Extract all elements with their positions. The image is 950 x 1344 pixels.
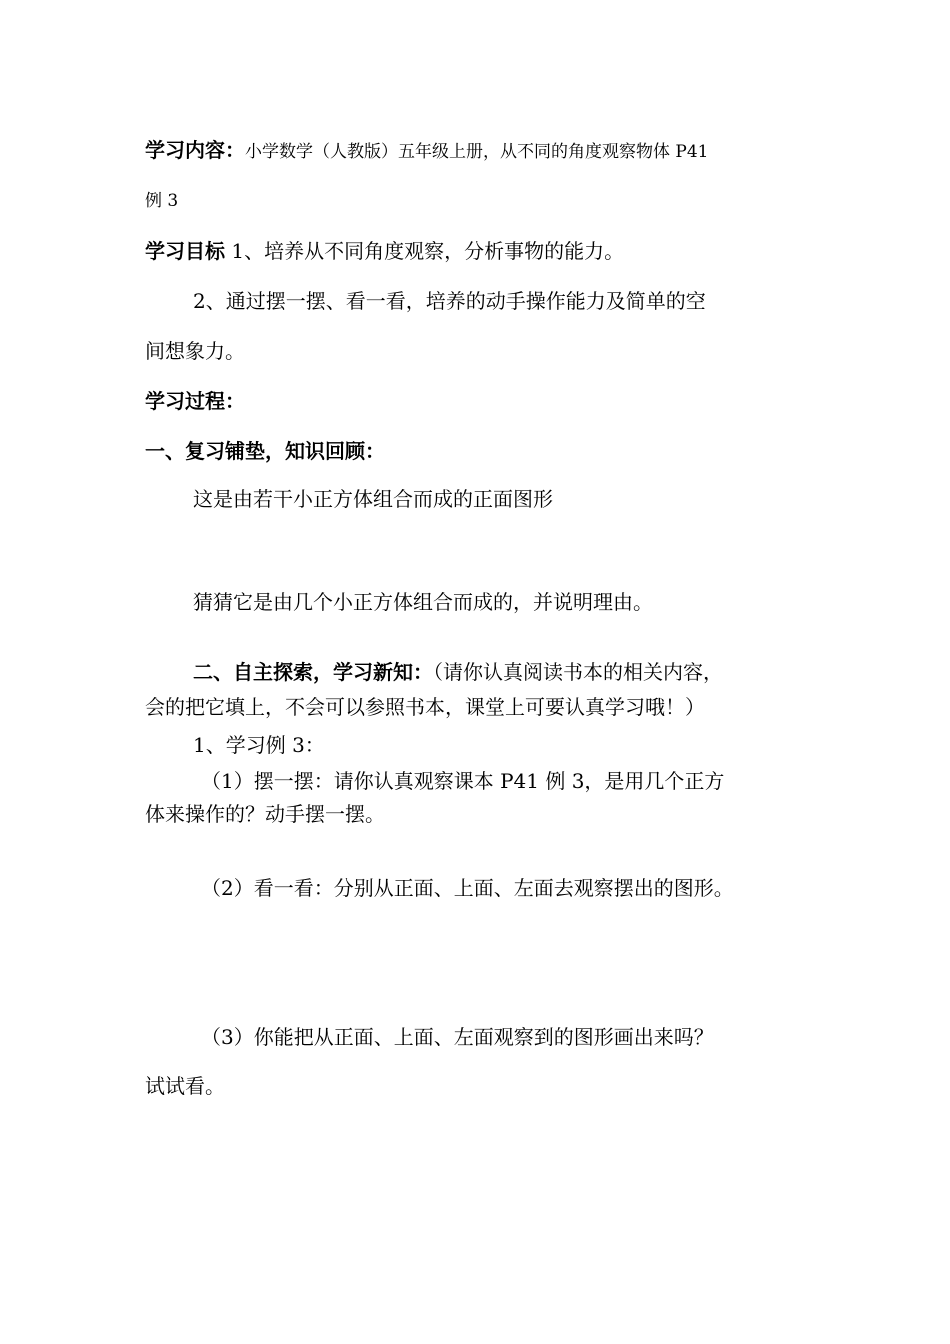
- section-2-example: 1、学习例 3：: [193, 733, 325, 757]
- section-1-heading: 一、复习铺垫，知识回顾：: [145, 439, 385, 463]
- section-1-line-2: 猜猜它是由几个小正方体组合而成的，并说明理由。: [193, 590, 653, 614]
- goals-item-2-line-1: 2、通过摆一摆、看一看，培养的动手操作能力及简单的空: [193, 289, 706, 313]
- section-1-line-1: 这是由若干小正方体组合而成的正面图形: [193, 487, 553, 511]
- section-2-step-1-line-2: 体来操作的？动手摆一摆。: [145, 802, 385, 826]
- section-2-heading: 二、自主探索，学习新知：: [193, 660, 433, 684]
- content-line-2: 例 3: [145, 191, 179, 211]
- goals-item-2-line-2: 间想象力。: [145, 339, 245, 363]
- goals-label: 学习目标: [145, 239, 225, 263]
- section-2-step-1-line-1: （1）摆一摆：请你认真观察课本 P41 例 3，是用几个正方: [201, 769, 725, 793]
- goals-line-1: [145, 237, 624, 265]
- section-2-step-3-line-2: 试试看。: [145, 1074, 225, 1098]
- section-2-heading-line: [193, 658, 723, 686]
- content-text-1: 小学数学（人教版）五年级上册，从不同的角度观察物体 P41: [245, 142, 709, 162]
- section-2-intro-1: （请你认真阅读书本的相关内容，: [433, 660, 723, 684]
- section-2-intro-2: 会的把它填上，不会可以参照书本，课堂上可要认真学习哦！）: [145, 695, 705, 719]
- content-line-1: [145, 136, 708, 166]
- process-label: 学习过程：: [145, 389, 245, 413]
- content-label: 学习内容：: [145, 138, 245, 162]
- goals-item-1: 1、培养从不同角度观察，分析事物的能力。: [225, 239, 625, 263]
- section-2-step-2: （2）看一看：分别从正面、上面、左面去观察摆出的图形。: [201, 876, 734, 900]
- section-2-step-3-line-1: （3）你能把从正面、上面、左面观察到的图形画出来吗？: [201, 1025, 714, 1049]
